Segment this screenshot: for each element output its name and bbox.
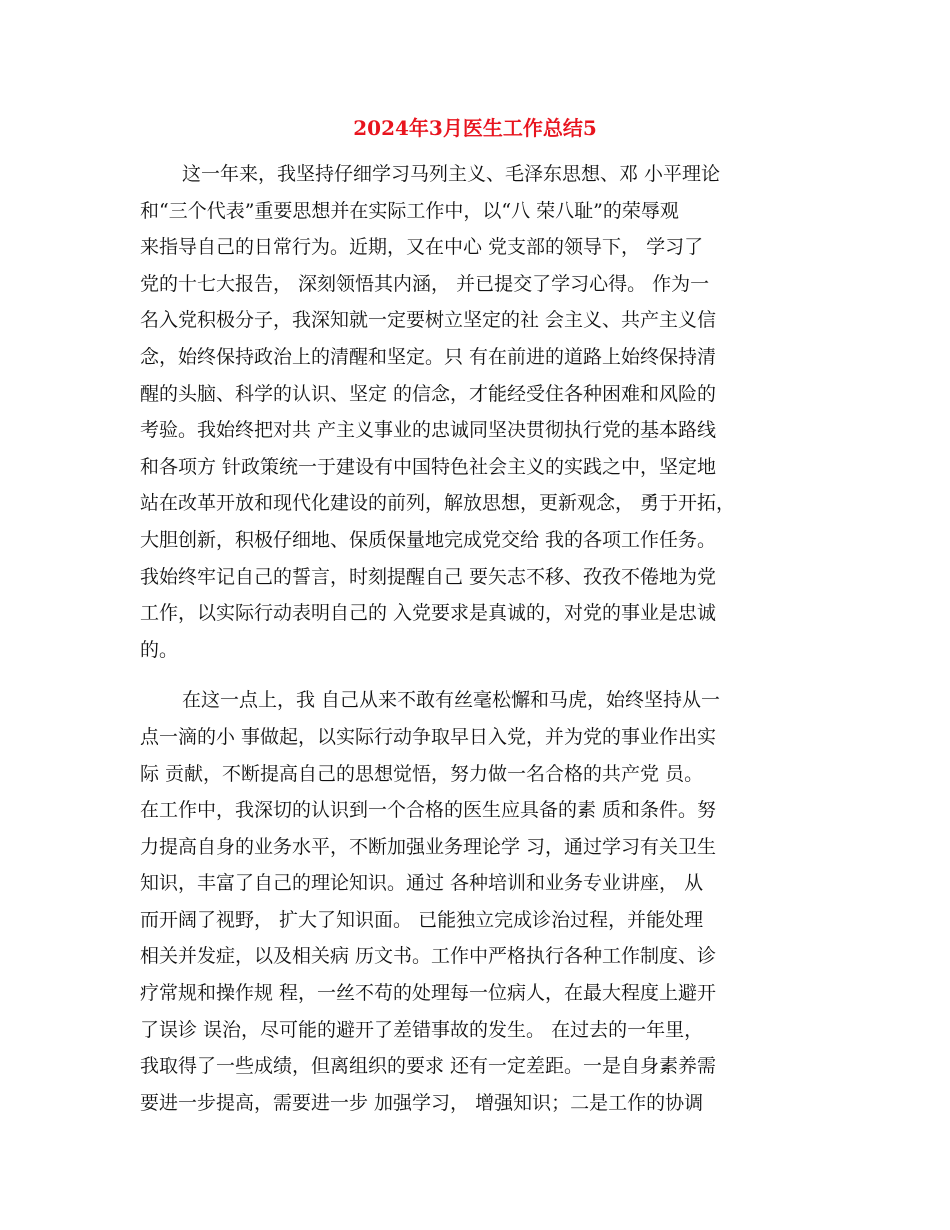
- paragraph-line: 和“三个代表”重要思想并在实际工作中，以“八 荣八耻”的荣辱观: [140, 199, 679, 222]
- paragraph-line: 际 贡献，不断提高自己的思想觉悟，努力做一名合格的共产党 员。: [140, 762, 704, 785]
- paragraph-line: 了误诊 误治，尽可能的避开了差错事故的发生。 在过去的一年里，: [140, 1018, 704, 1041]
- paragraph-line: 知识，丰富了自己的理论知识。通过 各种培训和业务专业讲座， 从: [140, 872, 704, 895]
- paragraph-line: 党的十七大报告， 深刻领悟其内涵， 并已提交了学习心得。 作为一: [140, 272, 710, 295]
- paragraph-line: 考验。我始终把对共 产主义事业的忠诚同坚决贯彻执行党的基本路线: [140, 419, 717, 442]
- paragraph-line: 来指导自己的日常行为。近期，又在中心 党支部的领导下， 学习了: [140, 236, 704, 259]
- paragraph-line: 我取得了一些成绩，但离组织的要求 还有一定差距。一是自身素养需: [140, 1055, 717, 1078]
- paragraph-1: [140, 156, 812, 668]
- paragraph-line: 而开阔了视野， 扩大了知识面。 已能独立完成诊治过程，并能处理: [140, 908, 704, 931]
- paragraph-line: 醒的头脑、科学的认识、坚定 的信念，才能经受住各种困难和风险的: [140, 382, 717, 405]
- paragraph-line: 的。: [140, 638, 179, 661]
- paragraph-line: 名入党积极分子，我深知就一定要树立坚定的社 会主义、共产主义信: [140, 309, 717, 332]
- paragraph-2: [140, 682, 812, 1121]
- paragraph-line: 疗常规和操作规 程，一丝不苟的处理每一位病人，在最大程度上避开: [140, 982, 717, 1005]
- paragraph-line: 我始终牢记自己的誓言，时刻提醒自己 要矢志不移、孜孜不倦地为党: [140, 565, 717, 588]
- paragraph-line: 念，始终保持政治上的清醒和坚定。只 有在前进的道路上始终保持清: [140, 345, 717, 368]
- document-body: [140, 156, 812, 1121]
- paragraph-line: 相关并发症，以及相关病 历文书。工作中严格执行各种工作制度、诊: [140, 945, 717, 968]
- paragraph-line: 工作，以实际行动表明自己的 入党要求是真诚的，对党的事业是忠诚: [140, 602, 717, 625]
- paragraph-gap: [140, 668, 812, 682]
- paragraph-line: 大胆创新，积极仔细地、保质保量地完成党交给 我的各项工作任务。: [140, 528, 717, 551]
- paragraph-line: 在这一点上，我 自己从来不敢有丝毫松懈和马虎，始终坚持从一: [182, 689, 721, 712]
- paragraph-line: 在工作中，我深切的认识到一个合格的医生应具备的素 质和条件。努: [140, 799, 717, 822]
- paragraph-line: 点一滴的小 事做起，以实际行动争取早日入党，并为党的事业作出实: [140, 725, 717, 748]
- document-title: 2024年3月医生工作总结5: [353, 116, 597, 140]
- paragraph-line: 和各项方 针政策统一于建设有中国特色社会主义的实践之中，坚定地: [140, 455, 717, 478]
- paragraph-line: 这一年来，我坚持仔细学习马列主义、毛泽东思想、邓 小平理论: [182, 163, 721, 185]
- paragraph-line: 力提高自身的业务水平，不断加强业务理论学 习，通过学习有关卫生: [140, 835, 717, 858]
- paragraph-line: 站在改革开放和现代化建设的前列，解放思想，更新观念， 勇于开拓，: [140, 492, 736, 515]
- paragraph-line: 要进一步提高，需要进一步 加强学习， 增强知识；二是工作的协调: [140, 1091, 704, 1114]
